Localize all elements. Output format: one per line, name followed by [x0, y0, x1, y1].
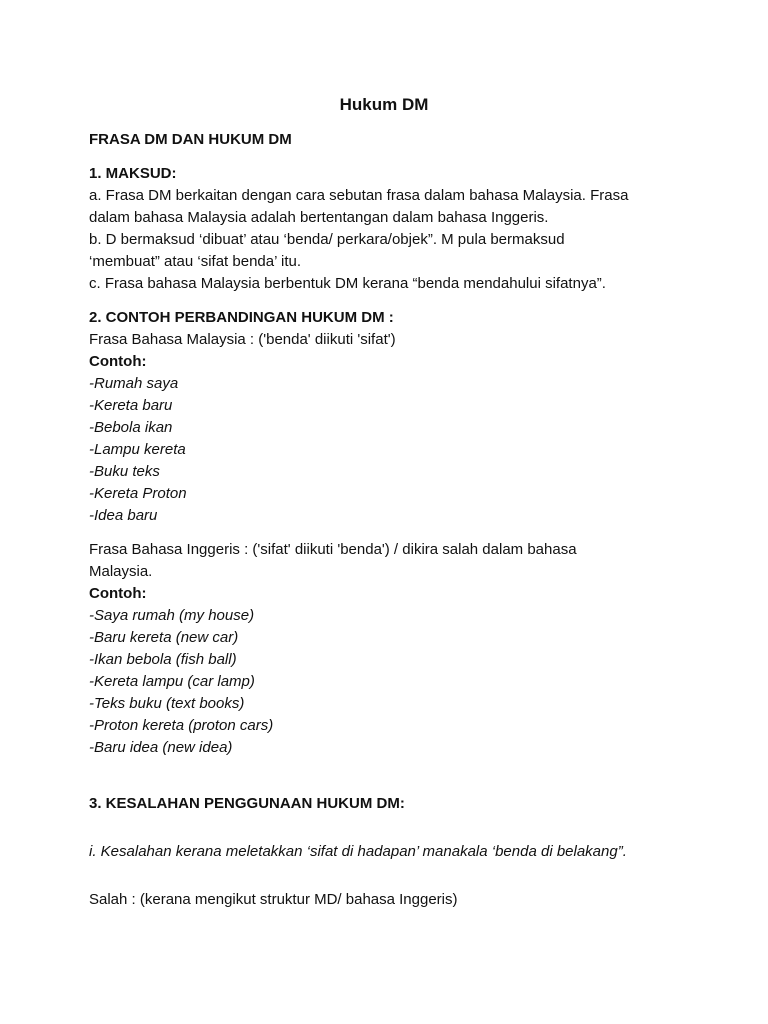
section-1-line: dalam bahasa Malaysia adalah bertentangan dalam bahasa Inggeris. [89, 209, 549, 226]
document-subtitle: FRASA DM DAN HUKUM DM [89, 131, 292, 148]
english-example: -Baru kereta (new car) [89, 629, 239, 646]
malay-example: -Lampu kereta [89, 441, 186, 458]
section-1-line: a. Frasa DM berkaitan dengan cara sebutan frasa dalam bahasa Malaysia. Frasa [89, 187, 629, 204]
section-1-line: c. Frasa bahasa Malaysia berbentuk DM kerana “benda mendahului sifatnya”. [89, 275, 606, 292]
malay-example: -Buku teks [89, 463, 160, 480]
section-2-heading: 2. CONTOH PERBANDINGAN HUKUM DM : [89, 309, 394, 326]
contoh-label: Contoh: [89, 585, 147, 602]
english-phrase-intro: Frasa Bahasa Inggeris : ('sifat' diikuti 'benda') / dikira salah dalam bahasa [89, 541, 577, 558]
malay-example: -Bebola ikan [89, 419, 173, 436]
section-3-point-i: i. Kesalahan kerana meletakkan ‘sifat di hadapan’ manakala ‘benda di belakang”. [89, 843, 627, 860]
english-example: -Ikan bebola (fish ball) [89, 651, 237, 668]
section-1-line: b. D bermaksud ‘dibuat’ atau ‘benda/ perkara/objek”. M pula bermaksud [89, 231, 565, 248]
section-3-heading: 3. KESALAHAN PENGGUNAAN HUKUM DM: [89, 795, 405, 812]
english-example: -Baru idea (new idea) [89, 739, 233, 756]
malay-example: -Kereta baru [89, 397, 173, 414]
english-example: -Kereta lampu (car lamp) [89, 673, 255, 690]
salah-line: Salah : (kerana mengikut struktur MD/ bahasa Inggeris) [89, 891, 458, 908]
document-title: Hukum DM [339, 95, 429, 114]
english-example: -Teks buku (text books) [89, 695, 245, 712]
malay-example: -Kereta Proton [89, 485, 187, 502]
english-example: -Saya rumah (my house) [89, 607, 255, 624]
contoh-label: Contoh: [89, 353, 147, 370]
malay-example: -Rumah saya [89, 375, 179, 392]
malay-example: -Idea baru [89, 507, 158, 524]
document-content [89, 93, 689, 911]
english-phrase-intro-cont: Malaysia. [89, 563, 153, 580]
english-example: -Proton kereta (proton cars) [89, 717, 274, 734]
section-1-heading: 1. MAKSUD: [89, 165, 177, 182]
section-1-line: ‘membuat” atau ‘sifat benda’ itu. [89, 253, 302, 270]
malay-phrase-intro: Frasa Bahasa Malaysia : ('benda' diikuti 'sifat') [89, 331, 396, 348]
